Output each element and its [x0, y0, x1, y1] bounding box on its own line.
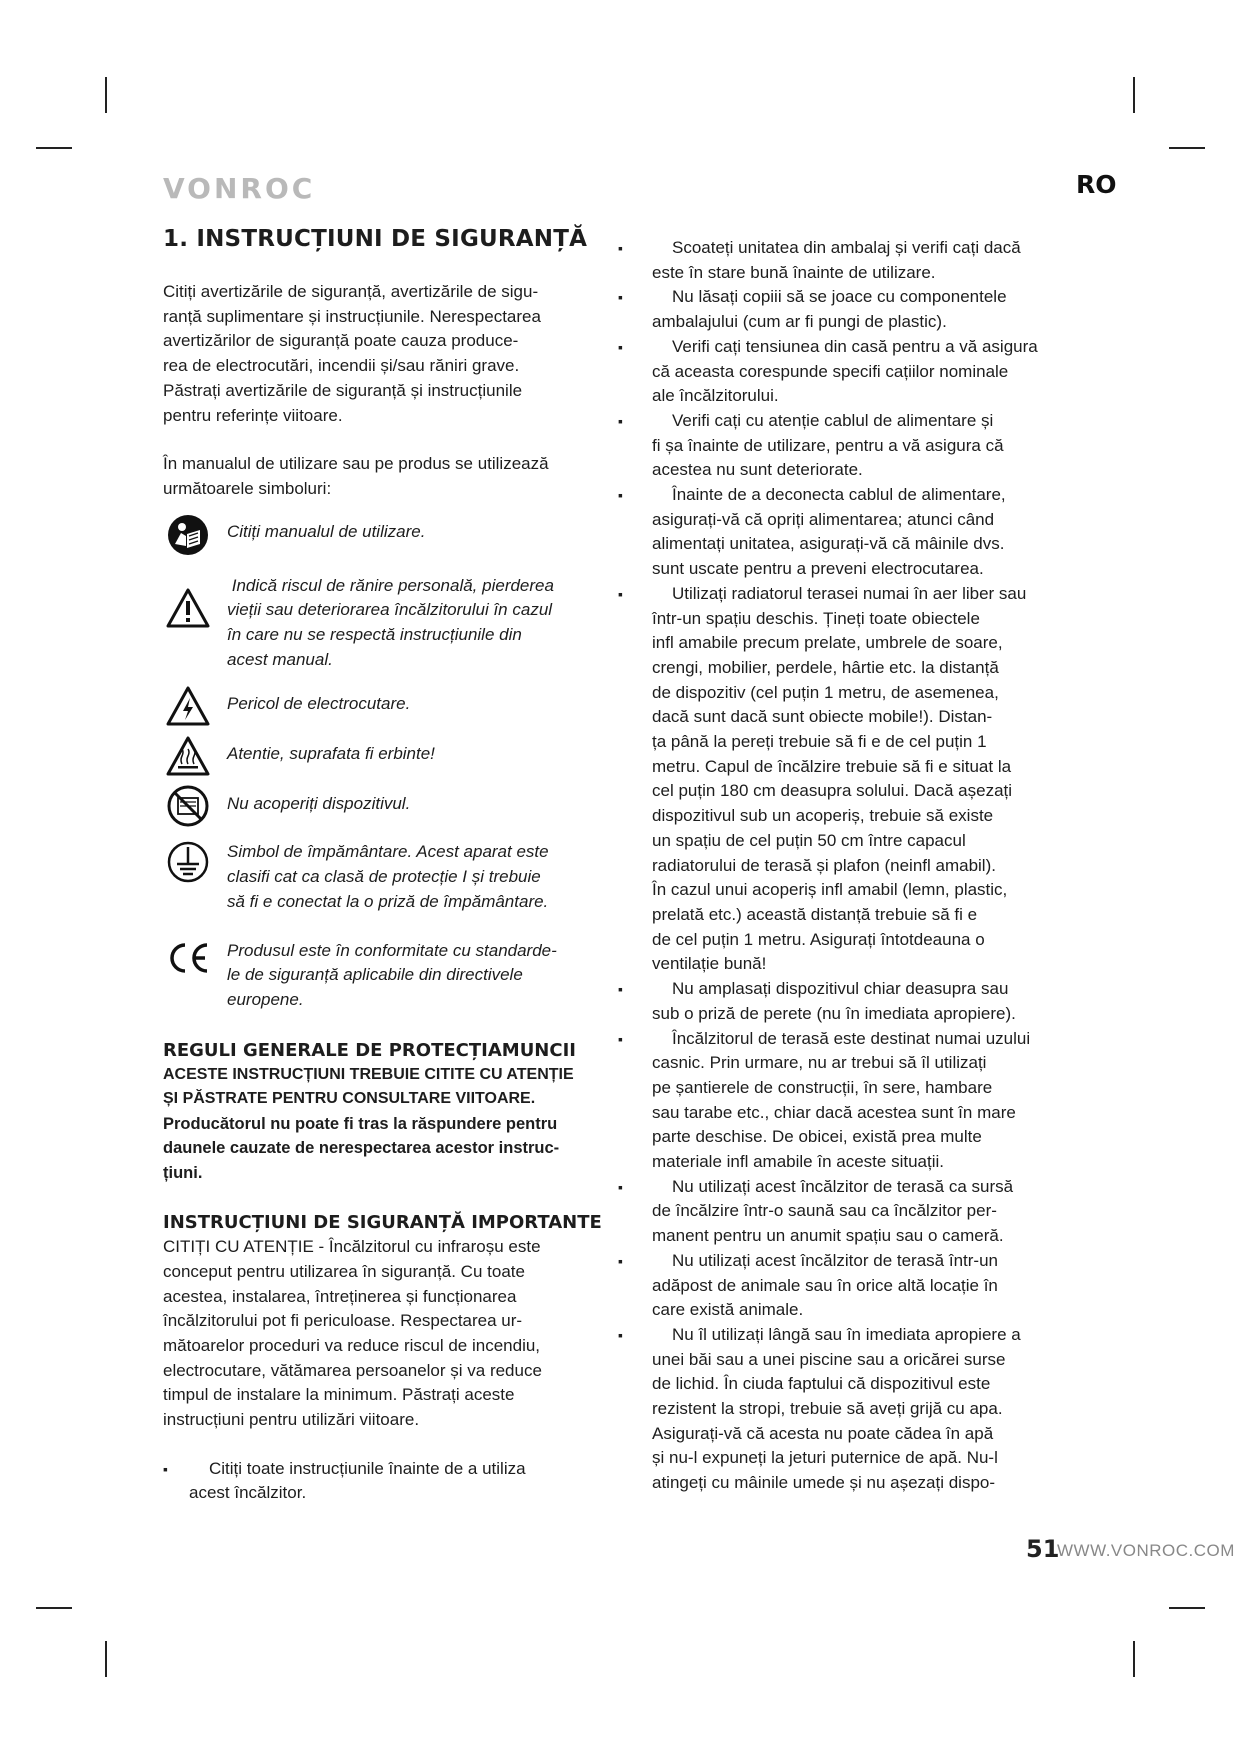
warning-icon: [163, 588, 213, 628]
left-column: [163, 226, 603, 1506]
text-line: atingeți cu mâinile umede și nu așezați dispo-: [652, 1473, 996, 1493]
text-line: Nu îl utilizați lângă sau în imediata apropiere a: [672, 1324, 1021, 1344]
text-line: CITIȚI CU ATENȚIE - Încălzitorul cu infraroșu este: [163, 1237, 541, 1257]
text-line: acest încălzitor.: [189, 1483, 307, 1503]
text-line: instrucțiuni pentru utilizări viitoare.: [163, 1410, 420, 1430]
symbol-text: să fi e conectat la o priză de împământare.: [227, 891, 549, 911]
text-line: crengi, mobilier, perdele, hârtie etc. la distanță: [652, 657, 999, 677]
text-line: pentru referințe viitoare.: [163, 405, 343, 425]
text-line: casnic. Prin urmare, nu ar trebui să îl utilizați: [652, 1053, 987, 1073]
bullet-marker: ▪: [618, 289, 623, 306]
text-line: de dispozitiv (cel puțin 1 metru, de asemenea,: [652, 682, 999, 702]
text-line: materiale infl amabile în aceste situații.: [652, 1152, 944, 1172]
list-item: [618, 1323, 1085, 1496]
page-number: 51: [1026, 1535, 1060, 1563]
bullet-marker: ▪: [618, 338, 623, 355]
text-line: Încălzitorul de terasă este destinat numai uzului: [672, 1028, 1031, 1048]
text-line: În manualul de utilizare sau pe produs se utilizează: [163, 454, 549, 474]
text-line: cel puțin 180 cm deasupra solului. Dacă așezați: [652, 781, 1013, 801]
bullet-marker: ▪: [618, 585, 623, 602]
symbol-text: Simbol de împământare. Acest aparat este: [227, 842, 549, 862]
crop-mark: [1133, 1641, 1135, 1677]
crop-mark: [36, 147, 72, 149]
text-line: adăpost de animale sau în orice altă locație în: [652, 1275, 998, 1295]
symbol-do-not-cover: [163, 784, 603, 828]
bullet-marker: ▪: [618, 240, 623, 256]
text-line: un spațiu de cel puțin 50 cm între capacul: [652, 830, 966, 850]
text-line: prelată etc.) această distanță trebuie să fi e: [652, 904, 978, 924]
text-line: manent pentru un anumit spațiu sau o cameră.: [652, 1226, 1004, 1246]
bullet-marker: ▪: [618, 1178, 623, 1195]
text-line: Nu lăsați copiii să se joace cu componentele: [672, 287, 1007, 307]
text-line: Păstrați avertizările de siguranță și instrucțiunile: [163, 380, 523, 400]
text-line: într-un spațiu deschis. Țineți toate obiectele: [652, 608, 980, 628]
read-manual-icon: [163, 514, 213, 556]
symbol-ce: [163, 939, 603, 1013]
text-line: de cel puțin 1 metru. Asigurați întotdeauna o: [652, 929, 985, 949]
text-line: pe șantierele de construcții, în sere, hambare: [652, 1077, 993, 1097]
website-url: WWW.VONROC.COM: [1057, 1541, 1235, 1560]
text-line: avertizărilor de siguranță poate cauza produce-: [163, 331, 519, 351]
text-line: Scoateți unitatea din ambalaj și verifi cați dacă: [672, 238, 1021, 257]
text-line: de încălzire într-o saună sau ca încălzitor per-: [652, 1201, 997, 1221]
bullet-marker: ▪: [618, 412, 623, 429]
symbol-earth: [163, 840, 603, 914]
text-line: acestea nu sunt deteriorate.: [652, 460, 863, 480]
text-line: Înainte de a deconecta cablul de alimentare,: [672, 485, 1006, 505]
text-line: ACESTE INSTRUCȚIUNI TREBUIE CITITE CU ATENȚIE: [163, 1065, 574, 1083]
important-instructions-text: [163, 1235, 603, 1433]
text-line: Utilizați radiatorul terasei numai în aer liber sau: [672, 583, 1027, 603]
do-not-cover-icon: [163, 784, 213, 828]
text-line: Nu utilizați acest încălzitor de terasă într-un: [672, 1250, 998, 1270]
text-line: acestea, instalarea, întreținerea și funcționarea: [163, 1286, 517, 1306]
text-line: alimentați unitatea, asigurați-vă că mâinile dvs.: [652, 534, 1005, 554]
symbol-text: în care nu se respectă instrucțiunile din: [227, 625, 522, 645]
bullet-marker: ▪: [618, 1252, 623, 1269]
crop-mark: [1169, 147, 1205, 149]
general-rules-text: [163, 1063, 603, 1186]
bullet-marker: ▪: [618, 1326, 623, 1343]
ce-mark-icon: [163, 941, 213, 975]
text-line: rezistent la stropi, trebuie să aveți grijă cu apa.: [652, 1399, 1003, 1419]
crop-mark: [105, 1641, 107, 1677]
text-line: ale încălzitorului.: [652, 386, 779, 406]
hot-surface-icon: [163, 736, 213, 776]
text-line: rea de electrocutări, incendii și/sau răniri grave.: [163, 356, 520, 376]
symbol-text: le de siguranță aplicabile din directivele: [227, 965, 523, 985]
list-item: [618, 1027, 1085, 1175]
crop-mark: [1169, 1607, 1205, 1609]
text-line: Nu amplasați dispozitivul chiar deasupra sau: [672, 979, 1009, 999]
text-line: Nu utilizați acest încălzitor de terasă ca sursă: [672, 1176, 1014, 1196]
list-item: [618, 483, 1085, 582]
text-line: daunele cauzate de nerespectarea acestor instruc-: [163, 1139, 560, 1158]
text-line: ȘI PĂSTRATE PENTRU CONSULTARE VIITOARE.: [163, 1090, 536, 1108]
symbol-text: acest manual.: [227, 649, 333, 669]
general-rules-title: REGULI GENERALE DE PROTECȚIAMUNCII: [163, 1039, 576, 1061]
text-line: fi șa înainte de utilizare, pentru a vă asigura că: [652, 435, 1004, 455]
crop-mark: [36, 1607, 72, 1609]
list-item: [618, 335, 1085, 409]
text-line: metru. Capul de încălzire trebuie să fi e situat la: [652, 756, 1012, 776]
electric-shock-icon: [163, 686, 213, 726]
list-item: [618, 236, 1085, 285]
text-line: sub o priză de perete (nu în imediata apropiere).: [652, 1003, 1016, 1023]
list-item: [618, 409, 1085, 483]
text-line: Citiți toate instrucțiunile înainte de a utiliza: [209, 1458, 526, 1478]
important-instructions-title: INSTRUCȚIUNI DE SIGURANȚĂ IMPORTANTE: [163, 1212, 602, 1234]
text-line: că aceasta corespunde specifi cațiilor nominale: [652, 361, 1009, 381]
text-line: și nu-l expuneți la jeturi puternice de apă. Nu-l: [652, 1448, 998, 1468]
text-line: mătoarelor proceduri va reduce riscul de incendiu,: [163, 1335, 541, 1355]
symbol-text: europene.: [227, 989, 304, 1009]
intro-paragraph: [163, 280, 603, 428]
text-line: următoarele simboluri:: [163, 478, 332, 498]
list-item: [618, 582, 1085, 977]
language-code: RO: [1076, 170, 1117, 199]
text-line: ventilație bună!: [652, 954, 767, 974]
symbol-text: Atentie, suprafata fi erbinte!: [227, 744, 435, 764]
text-line: dispozitivul sub un acoperiș, trebuie să existe: [652, 806, 994, 826]
crop-mark: [105, 77, 107, 113]
symbols-intro: [163, 452, 603, 501]
brand-logo: VONROC: [163, 172, 316, 205]
symbol-text: Produsul este în conformitate cu standarde-: [227, 940, 557, 960]
bullet-marker: ▪: [618, 1030, 623, 1047]
text-line: radiatorului de terasă și plafon (neinfl amabil).: [652, 855, 996, 875]
text-line: care există animale.: [652, 1300, 804, 1320]
text-line: de lichid. În ciuda faptului că dispozitivul este: [652, 1374, 991, 1394]
text-line: electrocutare, vătămarea persoanelor și va reduce: [163, 1360, 542, 1380]
text-line: În cazul unui acoperiș infl amabil (lemn, plastic,: [652, 880, 1008, 900]
symbol-text: clasifi cat ca clasă de protecție I și trebuie: [227, 867, 541, 887]
list-item: [618, 1175, 1085, 1249]
text-line: încălzitorului pot fi periculoase. Respectarea ur-: [163, 1311, 523, 1331]
text-line: Citiți avertizările de siguranță, avertizările de sigu-: [163, 282, 539, 301]
text-line: parte deschise. De obicei, există prea multe: [652, 1127, 982, 1147]
text-line: sunt uscate pentru a preveni electrocutarea.: [652, 559, 984, 579]
bullet-marker: ▪: [618, 487, 623, 504]
text-line: este în stare bună înainte de utilizare.: [652, 262, 936, 282]
symbol-text: vieții sau deteriorarea încălzitorului în cazul: [227, 600, 553, 620]
text-line: țiuni.: [163, 1163, 203, 1182]
text-line: ambalajului (cum ar fi pungi de plastic).: [652, 312, 947, 332]
text-line: ranță suplimentare și instrucțiunile. Nerespectarea: [163, 306, 541, 326]
symbol-text: Pericol de electrocutare.: [227, 694, 411, 714]
text-line: Asigurați-vă că acesta nu poate cădea în apă: [652, 1423, 994, 1443]
text-line: Verifi cați tensiunea din casă pentru a vă asigura: [672, 336, 1038, 356]
text-line: asigurați-vă că opriți alimentarea; atunci când: [652, 509, 995, 529]
text-line: Verifi cați cu atenție cablul de alimentare și: [672, 410, 994, 430]
bullet-marker: ▪: [618, 981, 623, 998]
list-item: [163, 1457, 603, 1506]
text-line: unei băi sau a unei piscine sau a oricărei surse: [652, 1349, 1006, 1369]
section-title: 1. INSTRUCȚIUNI DE SIGURANȚĂ: [163, 226, 588, 252]
earth-ground-icon: [163, 840, 213, 884]
symbol-hot-surface: [163, 736, 603, 776]
symbol-text: Indică riscul de rănire personală, pierderea: [227, 575, 554, 595]
list-item: [618, 977, 1085, 1026]
text-line: dacă sunt dacă sunt obiecte mobile!). Distan-: [652, 707, 993, 727]
text-line: conceput pentru utilizarea în siguranță. Cu toate: [163, 1261, 525, 1281]
right-column: [618, 236, 1085, 1496]
text-line: sau tarabe etc., chiar dacă acestea sunt în mare: [652, 1102, 1016, 1122]
text-line: timpul de instalare la minimum. Păstrați aceste: [163, 1385, 515, 1405]
symbol-read-manual: [163, 514, 603, 556]
symbol-electric: [163, 686, 603, 726]
symbol-warning: [163, 574, 603, 673]
list-item: [618, 1249, 1085, 1323]
crop-mark: [1133, 77, 1135, 113]
text-line: ța până la pereți trebuie să fi e de cel puțin 1: [652, 732, 987, 752]
bullet-marker: ▪: [163, 1460, 168, 1477]
symbol-text: Nu acoperiți dispozitivul.: [227, 794, 411, 814]
text-line: infl amabile precum prelate, umbrele de soare,: [652, 633, 1003, 653]
text-line: Producătorul nu poate fi tras la răspundere pentru: [163, 1114, 558, 1133]
list-item: [618, 285, 1085, 334]
symbol-text: Citiți manualul de utilizare.: [227, 521, 426, 541]
